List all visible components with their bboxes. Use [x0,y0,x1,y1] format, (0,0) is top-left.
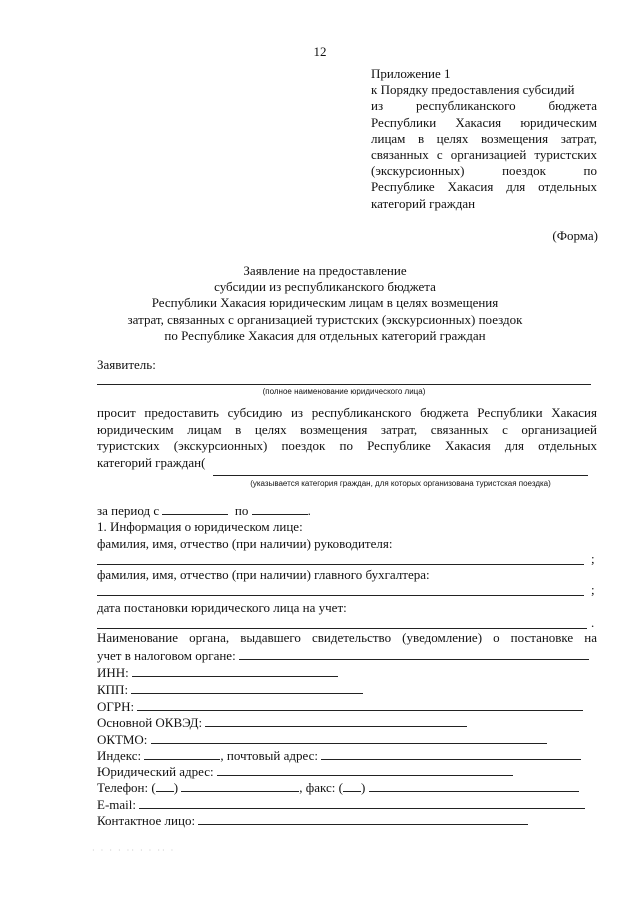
applicant-label: Заявитель: [97,357,156,372]
appendix-line: к Порядку предоставления субсидий [371,82,575,98]
oktmo-label: ОКТМО: [97,732,148,747]
index-field[interactable] [144,747,220,760]
request-line: юридическим лицам в целях возмещения затрат, связанных с организацией [97,421,597,437]
inn-field[interactable] [132,664,338,677]
applicant-note: (полное наименование юридического лица) [262,387,426,396]
appendix-line: Республики Хакасия юридическим [371,114,597,130]
fax-field[interactable] [369,779,579,792]
ogrn-label: ОГРН: [97,699,135,714]
period-prefix: за период с [97,503,160,518]
faint-stamp: · · · · ·· · · ·· · [92,846,176,855]
ogrn-field[interactable] [137,698,583,711]
appendix-line: (экскурсионных) поездок по [371,163,597,179]
phone-close: ) [173,780,179,795]
legal-address-label: Юридический адрес: [97,764,214,779]
section-1-title: 1. Информация о юридическом лице: [97,519,303,534]
okved-label: Основной ОКВЭД: [97,715,203,730]
email-row [97,796,585,813]
title-line: Заявление на предоставление [243,263,407,278]
appendix-line: из республиканского бюджета [371,98,597,114]
registration-date-label: дата постановки юридического лица на учет: [97,600,347,615]
contact-row [97,812,528,829]
period-middle: по [234,503,249,518]
oktmo-row [97,731,547,748]
period-row [97,502,311,519]
form-label: (Форма) [552,228,598,243]
document-title [60,263,590,344]
period-end-field[interactable] [252,502,308,515]
fax-label: , факс: ( [299,780,343,795]
period-mark: . [591,615,595,630]
appendix-line: Республике Хакасия для отдельных [371,179,597,195]
contact-field[interactable] [198,812,528,825]
request-line: просит предоставить субсидию из республиканского бюджета Республики Хакасия [97,405,597,420]
email-field[interactable] [139,796,585,809]
page-number: 12 [313,44,327,59]
legal-address-field[interactable] [217,763,513,776]
head-name-line[interactable] [97,564,584,565]
period-start-field[interactable] [162,502,228,515]
period-end: . [307,503,311,518]
index-label: Индекс: [97,748,142,763]
kpp-field[interactable] [131,681,363,694]
title-line: по Республике Хакасия для отдельных категорий граждан [164,327,486,343]
authority-label-1: Наименование органа, выдавшего свидетельство (уведомление) о постановке на [97,630,597,645]
postal-address-label: , почтовый адрес: [220,748,318,763]
applicant-name-line[interactable] [97,384,591,385]
ogrn-row [97,698,583,715]
fax-close: ) [360,780,366,795]
kpp-label: КПП: [97,682,129,697]
appendix-line: связанных с организацией туристских [371,147,597,163]
contact-label: Контактное лицо: [97,813,196,828]
inn-row [97,664,338,681]
legal-address-row [97,763,513,780]
authority-field[interactable] [239,647,589,660]
authority-label-2: учет в налоговом органе: [97,648,236,663]
request-text [97,405,597,471]
appendix-header [371,66,597,212]
title-line: Республики Хакасия юридическим лицам в целях возмещения [151,295,499,311]
semicolon: ; [591,582,595,597]
email-label: E-mail: [97,797,136,812]
semicolon: ; [591,551,595,566]
postal-address-field[interactable] [321,747,581,760]
head-name-label: фамилия, имя, отчество (при наличии) руководителя: [97,536,393,551]
authority-row [97,647,589,664]
phone-field[interactable] [181,779,299,792]
okved-row [97,714,467,731]
fax-code-field[interactable] [343,779,361,792]
accountant-name-line[interactable] [97,595,584,596]
category-note: (указывается категория граждан, для которых организована туристская поездка) [250,479,551,488]
title-line: субсидии из республиканского бюджета [214,279,436,295]
appendix-line: лицам в целях возмещения затрат, [371,130,597,146]
title-line: затрат, связанных с организацией туристских (экскурсионных) поездок [127,311,523,327]
okved-field[interactable] [205,714,467,727]
kpp-row [97,681,363,698]
index-row [97,747,581,764]
accountant-name-label: фамилия, имя, отчество (при наличии) главного бухгалтера: [97,567,430,582]
phone-label: Телефон: ( [97,780,156,795]
appendix-line: Приложение 1 [371,66,451,81]
phone-row [97,779,579,796]
appendix-line: категорий граждан [371,195,476,211]
phone-code-field[interactable] [156,779,174,792]
request-line: категорий граждан( [97,454,206,470]
category-line[interactable] [213,475,588,476]
request-line: туристских (экскурсионных) поездок по Республике Хакасия для отдельных [97,438,597,454]
oktmo-field[interactable] [151,731,547,744]
inn-label: ИНН: [97,665,129,680]
registration-date-line[interactable] [97,628,587,629]
